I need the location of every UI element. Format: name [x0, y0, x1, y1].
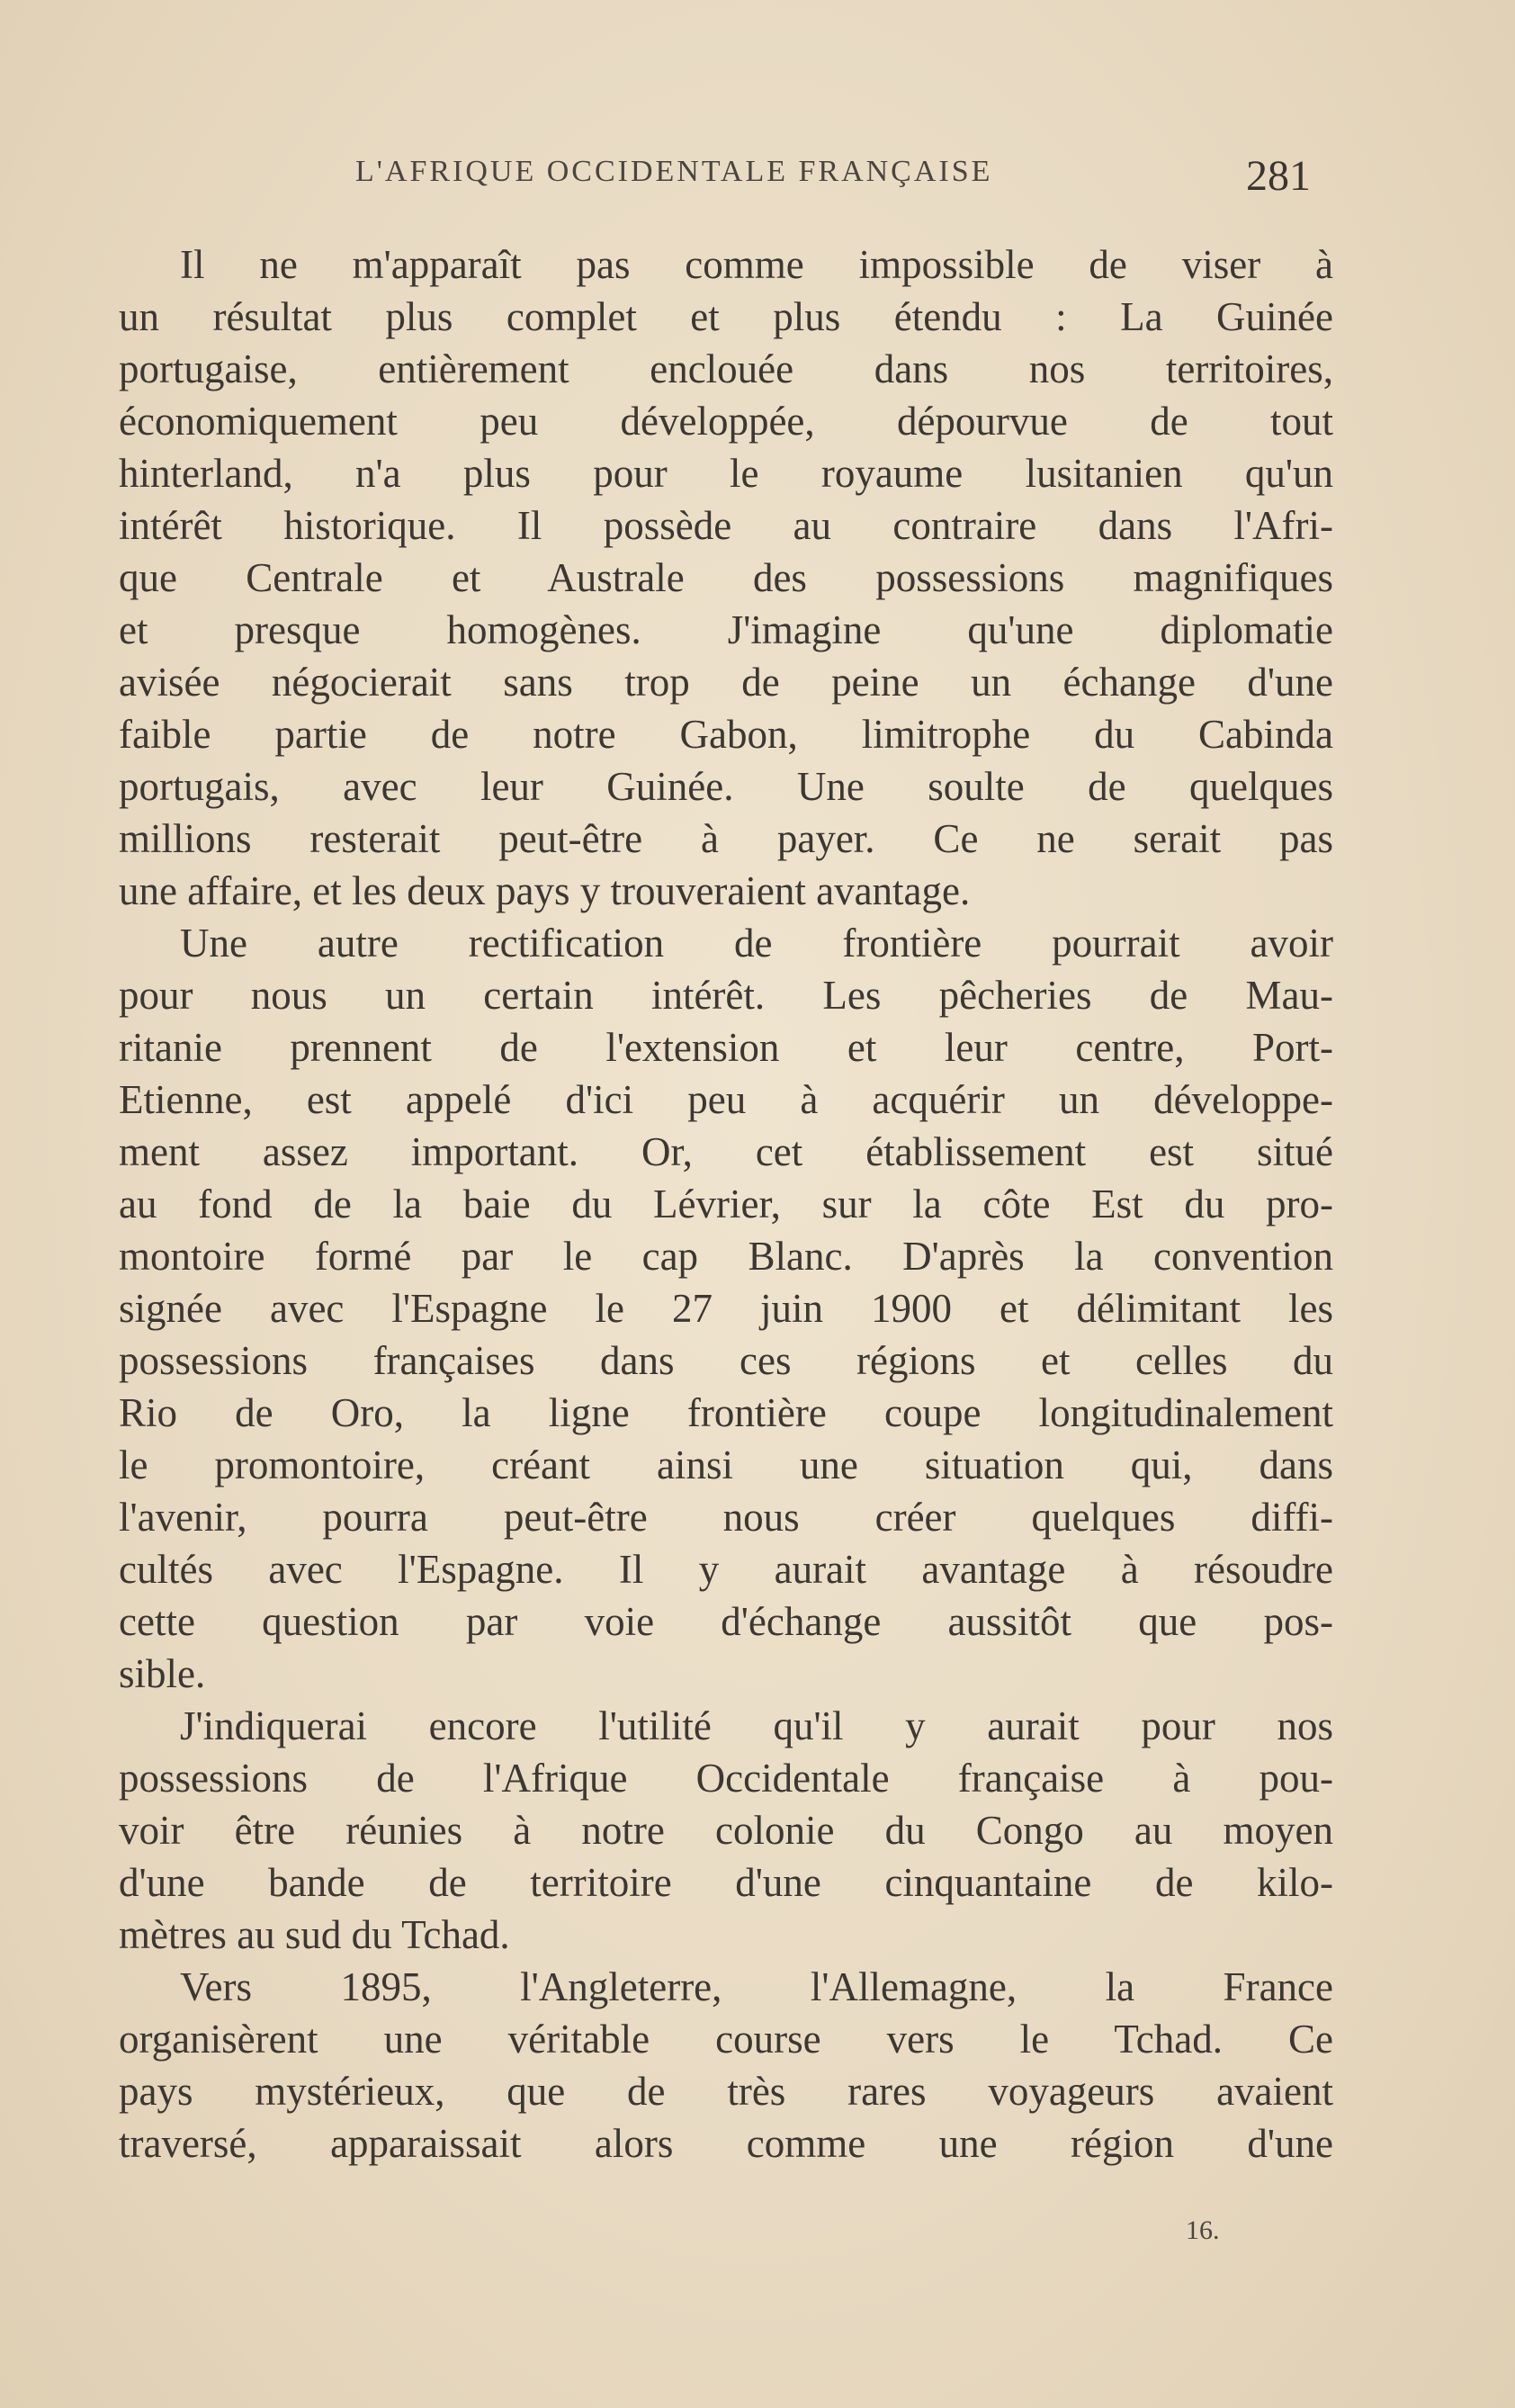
text-line: voir être réunies à notre colonie du Congo au moyen [119, 1808, 1333, 1853]
text-line: pour nous un certain intérêt. Les pêcheries de Mau- [119, 973, 1333, 1018]
text-line: le promontoire, créant ainsi une situation qui, dans [119, 1442, 1333, 1487]
text-line: intérêt historique. Il possède au contraire dans l'Afri- [119, 503, 1333, 548]
text-line: Etienne, est appelé d'ici peu à acquérir un développe- [119, 1077, 1333, 1122]
text-line: Rio de Oro, la ligne frontière coupe longitudinalement [119, 1390, 1333, 1435]
text-line: l'avenir, pourra peut-être nous créer quelques diffi- [119, 1495, 1333, 1540]
text-line: faible partie de notre Gabon, limitrophe du Cabinda [119, 712, 1333, 757]
printer-signature-mark: 16. [1186, 2215, 1220, 2245]
text-line: portugais, avec leur Guinée. Une soulte de quelques [119, 764, 1333, 809]
text-line: cultés avec l'Espagne. Il y aurait avantage à résoudre [119, 1547, 1333, 1592]
text-line: J'indiquerai encore l'utilité qu'il y aurait pour nos [180, 1703, 1333, 1748]
text-line: portugaise, entièrement enclouée dans nos territoires, [119, 346, 1333, 391]
text-line: Une autre rectification de frontière pourrait avoir [180, 921, 1333, 966]
text-line: possessions françaises dans ces régions et celles du [119, 1338, 1333, 1383]
text-line: possessions de l'Afrique Occidentale française à pou- [119, 1756, 1333, 1801]
text-line: économiquement peu développée, dépourvue de tout [119, 399, 1333, 444]
text-line: Vers 1895, l'Angleterre, l'Allemagne, la France [180, 1964, 1333, 2009]
text-line: et presque homogènes. J'imagine qu'une diplomatie [119, 607, 1333, 652]
text-line: cette question par voie d'échange aussitôt que pos- [119, 1599, 1333, 1644]
text-line: un résultat plus complet et plus étendu : La Guinée [119, 294, 1333, 339]
text-line: hinterland, n'a plus pour le royaume lusitanien qu'un [119, 451, 1333, 496]
body-text [119, 238, 1333, 2170]
text-line: traversé, apparaissait alors comme une région d'une [119, 2121, 1333, 2166]
text-line: millions resterait peut-être à payer. Ce ne serait pas [119, 816, 1333, 861]
page-number: 281 [1246, 152, 1311, 200]
text-line: organisèrent une véritable course vers le Tchad. Ce [119, 2017, 1333, 2062]
text-line: avisée négocierait sans trop de peine un échange d'une [119, 660, 1333, 705]
text-line: signée avec l'Espagne le 27 juin 1900 et délimitant les [119, 1286, 1333, 1331]
text-line: ritanie prennent de l'extension et leur centre, Port- [119, 1025, 1333, 1070]
text-line: mètres au sud du Tchad. [119, 1912, 510, 1957]
text-line: une affaire, et les deux pays y trouveraient avantage. [119, 868, 971, 913]
text-line: Il ne m'apparaît pas comme impossible de viser à [180, 242, 1333, 287]
text-line: ment assez important. Or, cet établissement est situé [119, 1129, 1333, 1174]
text-line: pays mystérieux, que de très rares voyageurs avaient [119, 2069, 1333, 2114]
text-line: que Centrale et Australe des possessions magnifiques [119, 555, 1333, 600]
text-line: sible. [119, 1651, 206, 1696]
running-title: L'AFRIQUE OCCIDENTALE FRANÇAISE [355, 155, 993, 188]
text-line: d'une bande de territoire d'une cinquantaine de kilo- [119, 1860, 1333, 1905]
text-line: au fond de la baie du Lévrier, sur la côte Est du pro- [119, 1182, 1333, 1226]
text-line: montoire formé par le cap Blanc. D'après la convention [119, 1234, 1333, 1279]
